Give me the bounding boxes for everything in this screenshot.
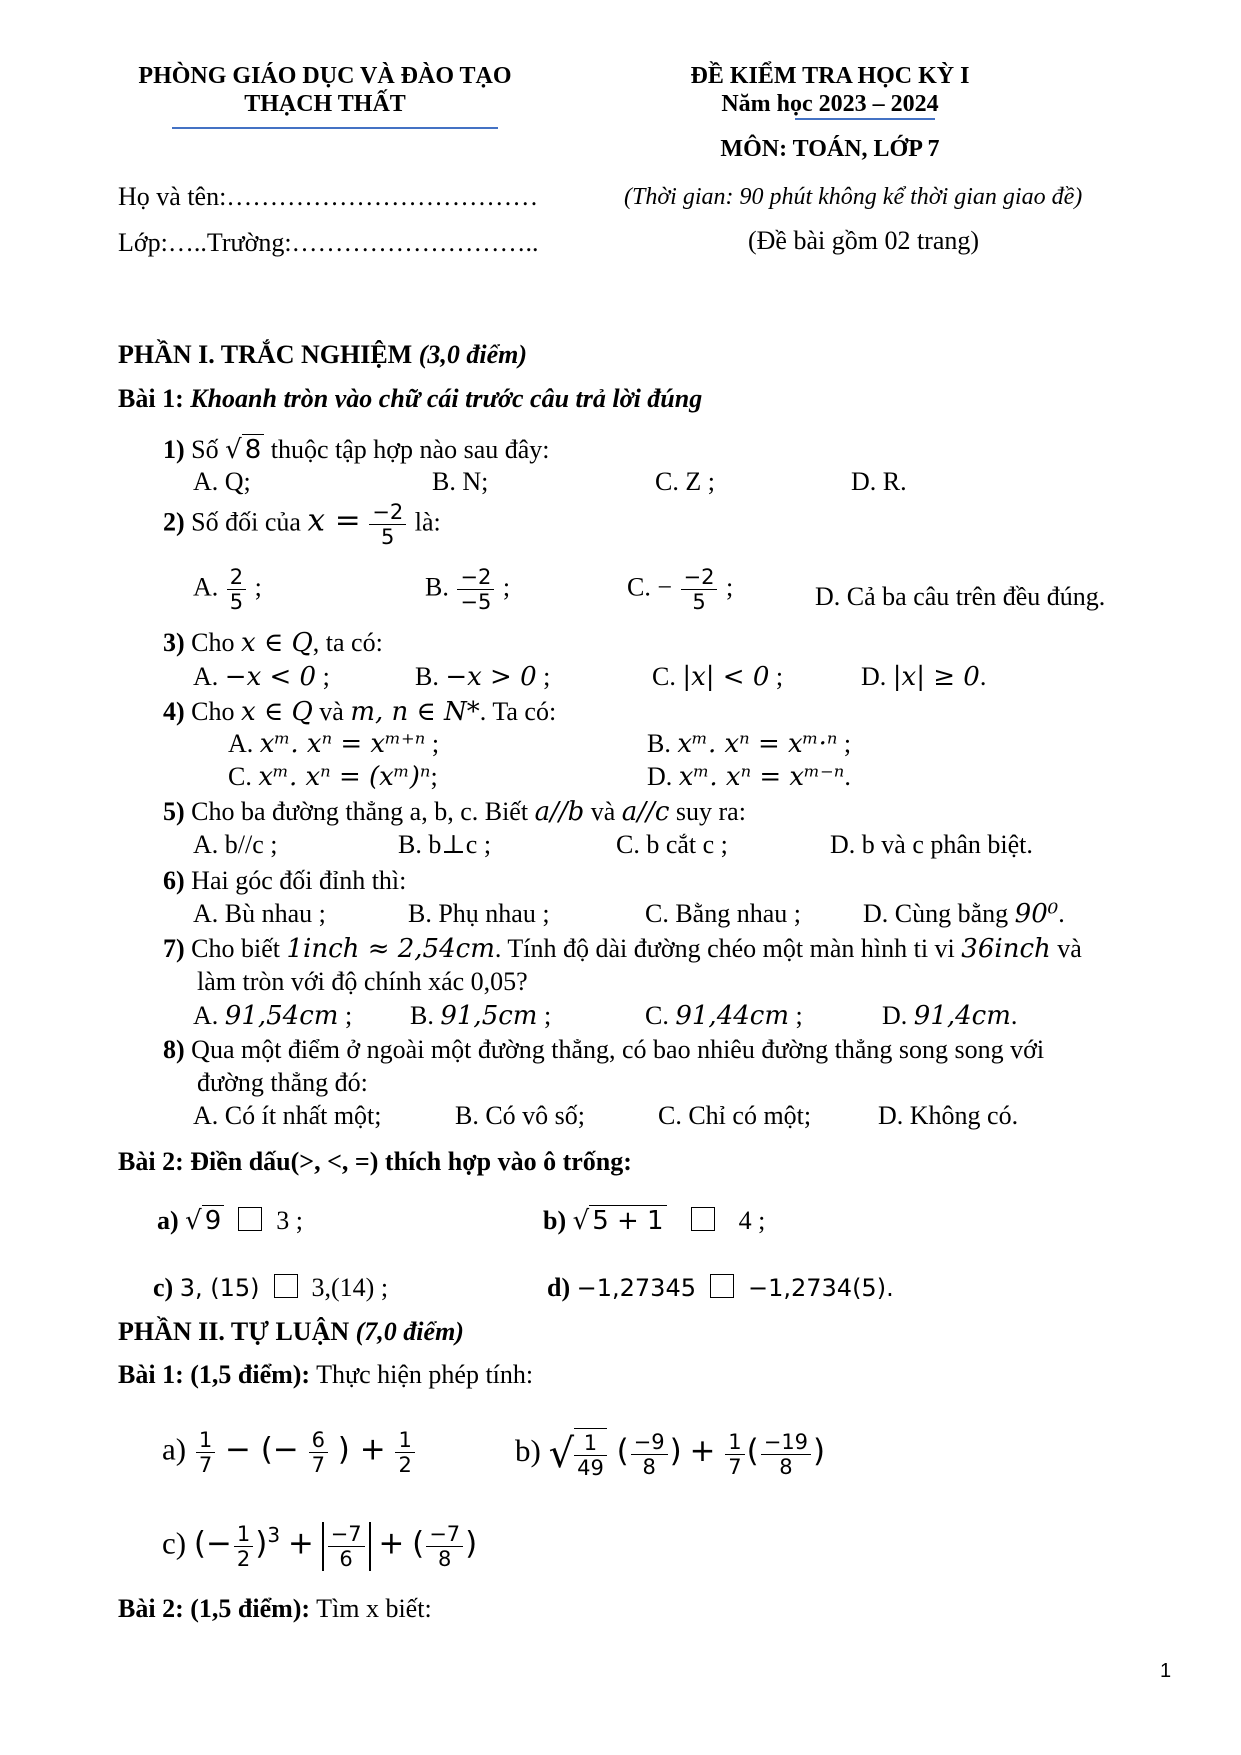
q5-t3: suy ra: xyxy=(675,797,746,826)
q1-radicand: 8 xyxy=(242,434,265,465)
q5-m1: a//b xyxy=(534,797,585,827)
q7-d-math: 91,4cm xyxy=(913,1001,1011,1031)
p2-bai1-label: Bài 1: (1,5 điểm): xyxy=(118,1360,311,1389)
part2-score: (7,0 điểm) xyxy=(355,1317,464,1346)
q8-option-b[interactable]: B. Có vô số; xyxy=(455,1101,586,1130)
q5-m2: a//c xyxy=(621,797,670,827)
q2-c-sep: ; xyxy=(725,572,734,602)
q7-line2: làm tròn với độ chính xác 0,05? xyxy=(197,967,528,996)
fill-b-label: b) xyxy=(543,1206,567,1235)
p2-bai2-heading xyxy=(118,1594,432,1624)
q2-a-num: 2 xyxy=(227,565,246,590)
q7-a-label: A. xyxy=(193,1001,219,1030)
expr-a xyxy=(162,1428,417,1477)
expr-c-f3n: −7 xyxy=(426,1522,463,1547)
fill-a-box[interactable] xyxy=(238,1207,262,1231)
q5-num: 5) xyxy=(163,797,185,826)
expr-c-paren2-close: ) xyxy=(465,1525,478,1562)
org-line-2: THẠCH THẤT xyxy=(244,91,406,117)
q5-t1: Cho ba đường thẳng a, b, c. Biết xyxy=(191,797,529,826)
q4-t2: và xyxy=(319,697,344,726)
p2-bai1-heading xyxy=(118,1360,533,1390)
q4-c-math: xᵐ. xⁿ = (xᵐ)ⁿ xyxy=(258,762,431,792)
expr-a-f1n: 1 xyxy=(196,1428,215,1453)
part2-title-text: PHẦN II. TỰ LUẬN xyxy=(118,1317,350,1346)
q3-math: x ∈ Q xyxy=(241,628,313,658)
q3-a-sep: ; xyxy=(322,662,330,691)
q5-option-a[interactable]: A. b//c ; xyxy=(193,830,278,859)
q1-option-a[interactable]: A. Q; xyxy=(193,467,251,496)
expr-b-rd: 49 xyxy=(577,1456,604,1480)
expr-b-radical-sign: √ xyxy=(548,1431,575,1477)
fill-a-sqrt: √ 9 xyxy=(185,1206,224,1236)
fill-a xyxy=(157,1206,303,1236)
q7-option-c[interactable] xyxy=(645,1001,803,1031)
q4-b-math: xᵐ. xⁿ = xᵐ·ⁿ xyxy=(677,729,838,759)
q7-a-sep: ; xyxy=(344,1001,353,1030)
name-field: Họ và tên:……………………………… xyxy=(118,182,539,211)
fill-a-radicand: 9 xyxy=(202,1205,225,1236)
q4-m1: x ∈ Q xyxy=(241,697,313,727)
expr-c-abs xyxy=(322,1522,371,1571)
expr-a-label: a) xyxy=(162,1431,187,1467)
q6-option-c[interactable]: C. Bằng nhau ; xyxy=(645,899,801,928)
fill-d xyxy=(547,1273,894,1303)
expr-c-f2n: −7 xyxy=(328,1522,365,1547)
expr-a-frac3 xyxy=(395,1428,414,1477)
q7-a-math: 91,54cm xyxy=(224,1001,339,1031)
expr-a-op2: ) + xyxy=(337,1431,386,1468)
fill-b xyxy=(543,1206,765,1236)
fill-c-right: 3,(14) ; xyxy=(311,1273,389,1302)
q2-option-d[interactable]: D. Cả ba câu trên đều đúng. xyxy=(815,582,1106,611)
q6-option-b[interactable]: B. Phụ nhau ; xyxy=(408,899,550,928)
q4-t1: Cho xyxy=(191,697,235,726)
q3-pre: Cho xyxy=(191,628,235,657)
class-field: Lớp:…..Trường:……………………….. xyxy=(118,228,539,257)
expr-c-plus2: + xyxy=(378,1525,405,1562)
q6-d-sep: . xyxy=(1058,899,1065,928)
q2-option-b[interactable] xyxy=(425,565,510,614)
q4-num: 4) xyxy=(163,697,185,726)
expr-c-frac1 xyxy=(234,1522,253,1571)
q2-a-label: A. xyxy=(193,572,219,602)
q7-b-math: 91,5cm xyxy=(440,1001,538,1031)
q6-d-math: 90⁰ xyxy=(1014,899,1059,929)
q1-option-d[interactable]: D. R. xyxy=(851,467,907,496)
part2-title xyxy=(118,1317,464,1347)
fill-c xyxy=(153,1273,388,1303)
q2-a-den: 5 xyxy=(229,590,244,614)
q5-option-d[interactable]: D. b và c phân biệt. xyxy=(830,830,1033,859)
subject: MÔN: TOÁN, LỚP 7 xyxy=(720,136,940,162)
expr-b-rn: 1 xyxy=(574,1431,607,1456)
header-underline xyxy=(172,127,498,129)
bai1-instruction: Khoanh tròn vào chữ cái trước câu trả lời đúng xyxy=(190,384,703,413)
expr-a-f2d: 7 xyxy=(311,1453,325,1477)
bai1-label: Bài 1: xyxy=(118,384,184,413)
expr-a-f3d: 2 xyxy=(398,1453,412,1477)
q3-a-label: A. xyxy=(193,662,219,691)
q7-t3: và xyxy=(1057,934,1082,963)
q7-t1: Cho biết xyxy=(191,934,281,963)
q2-fraction-den: 5 xyxy=(381,525,395,549)
expr-c-exponent: 3 xyxy=(267,1523,281,1547)
q2-c-num: −2 xyxy=(681,565,718,590)
expr-b-paren-close: ) xyxy=(669,1433,682,1470)
page-number: 1 xyxy=(1160,1660,1172,1682)
q2-option-c[interactable] xyxy=(627,565,733,614)
expr-b-paren2-open: ( xyxy=(746,1433,759,1470)
fill-b-box[interactable] xyxy=(691,1207,715,1231)
q8-num: 8) xyxy=(163,1035,185,1064)
expr-b-f1n: −9 xyxy=(631,1430,668,1455)
q4-a-sep: ; xyxy=(431,729,440,758)
q4-a-label: A. xyxy=(228,729,254,758)
q3-d-sep: . xyxy=(979,662,987,691)
expr-c-f1d: 2 xyxy=(236,1546,251,1571)
q6-stem xyxy=(163,866,406,896)
q3-c-label: C. xyxy=(652,662,676,691)
q4-d-sep: . xyxy=(844,762,851,791)
expr-b-paren2-close: ) xyxy=(813,1433,826,1470)
expr-a-f2n: 6 xyxy=(309,1428,328,1453)
expr-c-label: c) xyxy=(162,1525,187,1561)
expr-b-paren-open: ( xyxy=(616,1433,629,1470)
p2-bai2-text: Tìm x biết: xyxy=(316,1594,432,1623)
q2-b-num: −2 xyxy=(457,565,494,590)
fill-a-label: a) xyxy=(157,1206,179,1235)
expr-c-f2d: 6 xyxy=(339,1546,353,1571)
expr-b-f1d: 8 xyxy=(642,1454,656,1479)
fill-b-sqrt: √ 5 + 1 xyxy=(573,1206,667,1236)
q2-c-label: C. − xyxy=(627,572,673,602)
q4-b-sep: ; xyxy=(843,729,852,758)
q7-b-label: B. xyxy=(410,1001,434,1030)
q7-t2: . Tính độ dài đường chéo một màn hình ti vi xyxy=(494,934,955,963)
fill-c-label: c) xyxy=(153,1273,174,1302)
expr-b-label: b) xyxy=(515,1433,541,1469)
time-note: (Thời gian: 90 phút không kể thời gian giao đề) xyxy=(624,184,1083,210)
q4-option-c[interactable] xyxy=(228,762,438,792)
q2-b-den: −5 xyxy=(460,590,492,614)
q8-line2: đường thẳng đó: xyxy=(197,1068,368,1097)
q4-c-label: C. xyxy=(228,762,252,791)
expr-c-paren2-open: ( xyxy=(412,1525,425,1562)
expr-a-frac2 xyxy=(309,1428,328,1477)
org-line-1: PHÒNG GIÁO DỤC VÀ ĐÀO TẠO xyxy=(138,63,512,89)
q3-c-sep: ; xyxy=(775,662,784,691)
expr-b-op: + xyxy=(689,1433,716,1470)
q7-c-sep: ; xyxy=(795,1001,803,1030)
expr-b-frac3 xyxy=(761,1430,811,1479)
q8-option-d[interactable]: D. Không có. xyxy=(878,1101,1019,1130)
q6-d-text: D. Cùng bằng xyxy=(863,899,1009,928)
q2-b-label: B. xyxy=(425,572,449,602)
pages-note: (Đề bài gồm 02 trang) xyxy=(748,226,980,255)
expr-b-f2d: 7 xyxy=(728,1454,742,1479)
q6-num: 6) xyxy=(163,866,185,895)
fill-b-right: 4 ; xyxy=(738,1206,766,1235)
fill-d-box[interactable] xyxy=(710,1274,734,1298)
year-underline xyxy=(795,118,935,120)
expr-c-frac3 xyxy=(426,1522,463,1571)
q2-var: x = xyxy=(307,502,361,539)
q6-option-a[interactable]: A. Bù nhau ; xyxy=(193,899,326,928)
q1-option-c[interactable]: C. Z ; xyxy=(655,467,715,496)
q4-m2: m, n ∈ N* xyxy=(350,697,480,727)
q2-a-fraction xyxy=(227,565,246,614)
q7-num: 7) xyxy=(163,934,185,963)
bai1-heading xyxy=(118,384,702,414)
q2-b-fraction xyxy=(457,565,494,614)
expr-c-f1n: 1 xyxy=(234,1522,253,1547)
q2-c-den: 5 xyxy=(692,590,706,614)
expr-b-f2n: 1 xyxy=(725,1430,744,1455)
q2-post: là: xyxy=(414,507,441,537)
q2-stem xyxy=(163,500,441,549)
q8-stem xyxy=(163,1035,1044,1065)
q4-option-a[interactable] xyxy=(228,729,439,759)
q8-line1: Qua một điểm ở ngoài một đường thẳng, có bao nhiêu đường thẳng song song với xyxy=(191,1035,1045,1064)
expr-b-f3n: −19 xyxy=(761,1430,811,1455)
q3-d-math: |x| ≥ 0 xyxy=(892,662,980,692)
expr-a-op1: − (− xyxy=(224,1431,299,1468)
q7-stem xyxy=(163,934,1082,964)
fill-b-radicand: 5 + 1 xyxy=(589,1205,666,1236)
expr-c-paren-open: (− xyxy=(193,1525,232,1562)
p2-bai2-label: Bài 2: (1,5 điểm): xyxy=(118,1594,311,1623)
part1-score: (3,0 điểm) xyxy=(418,340,528,369)
q7-option-a[interactable] xyxy=(193,1001,352,1031)
q8-option-c[interactable]: C. Chỉ có một; xyxy=(658,1101,812,1130)
q3-option-c[interactable] xyxy=(652,662,783,692)
expr-c xyxy=(162,1517,477,1571)
expr-b-radical xyxy=(574,1428,607,1480)
q3-stem xyxy=(163,628,383,658)
fill-c-left: 3, (15) xyxy=(179,1274,260,1302)
expr-b-f3d: 8 xyxy=(779,1454,793,1479)
q3-d-label: D. xyxy=(861,662,887,691)
q4-option-b[interactable] xyxy=(647,729,851,759)
expr-c-frac2 xyxy=(328,1522,365,1571)
q5-stem xyxy=(163,797,746,827)
q4-a-math: xᵐ. xⁿ = xᵐ⁺ⁿ xyxy=(259,729,426,759)
q2-option-a[interactable] xyxy=(193,565,262,614)
q7-b-sep: ; xyxy=(543,1001,552,1030)
q3-b-math: −x > 0 xyxy=(445,662,537,692)
q2-c-fraction xyxy=(681,565,718,614)
expr-a-f3n: 1 xyxy=(395,1428,414,1453)
q5-option-c[interactable]: C. b cắt c ; xyxy=(616,830,728,859)
expr-a-frac1 xyxy=(196,1428,215,1477)
q3-b-sep: ; xyxy=(543,662,551,691)
q1-num: 1) xyxy=(163,435,185,464)
expr-a-f1d: 7 xyxy=(198,1453,213,1477)
fill-c-box[interactable] xyxy=(274,1274,298,1298)
q1-sqrt: √ 8 xyxy=(225,435,264,465)
q3-option-b[interactable] xyxy=(415,662,550,692)
q7-option-b[interactable] xyxy=(410,1001,551,1031)
q6-option-d[interactable] xyxy=(863,899,1065,929)
p2-bai1-text: Thực hiện phép tính: xyxy=(316,1360,534,1389)
exam-title: ĐỀ KIỂM TRA HỌC KỲ I xyxy=(690,63,970,89)
q3-c-math: |x| < 0 xyxy=(682,662,770,692)
q4-c-sep: ; xyxy=(430,762,438,791)
q3-num: 3) xyxy=(163,628,185,657)
bai2-title: Bài 2: Điền dấu(>, <, =) thích hợp vào ô trống: xyxy=(118,1147,632,1176)
part1-title xyxy=(118,340,527,370)
q4-option-d[interactable] xyxy=(647,762,851,792)
q4-t3: . Ta có: xyxy=(479,697,557,726)
q1-post: thuộc tập hợp nào sau đây: xyxy=(270,435,550,464)
expr-c-plus1: + xyxy=(287,1525,314,1562)
q2-b-sep: ; xyxy=(502,572,511,602)
q7-d-sep: . xyxy=(1010,1001,1018,1030)
expr-b xyxy=(515,1428,825,1480)
q3-b-label: B. xyxy=(415,662,439,691)
part1-title-text: PHẦN I. TRẮC NGHIỆM xyxy=(118,340,413,369)
q2-fraction xyxy=(369,500,406,549)
q2-num: 2) xyxy=(163,507,185,537)
q7-c-math: 91,44cm xyxy=(675,1001,789,1031)
school-year: Năm học 2023 – 2024 xyxy=(721,91,939,117)
q1-stem xyxy=(163,435,550,465)
q8-option-a[interactable]: A. Có ít nhất một; xyxy=(193,1101,382,1130)
q7-c-label: C. xyxy=(645,1001,669,1030)
q7-m2: 36inch xyxy=(961,934,1051,964)
fill-d-right: −1,2734(5). xyxy=(747,1274,894,1302)
q1-option-b[interactable]: B. N; xyxy=(432,467,489,496)
q3-a-math: −x < 0 xyxy=(224,662,317,692)
q7-option-d[interactable] xyxy=(882,1001,1017,1031)
q2-fraction-num: −2 xyxy=(369,500,406,525)
q1-pre: Số xyxy=(191,435,219,464)
q7-d-label: D. xyxy=(882,1001,908,1030)
expr-c-f3d: 8 xyxy=(437,1546,452,1571)
expr-c-paren-close: ) xyxy=(255,1525,268,1562)
fill-d-left: −1,27345 xyxy=(576,1274,696,1302)
q7-m1: 1inch ≈ 2,54cm xyxy=(286,934,495,964)
q2-a-sep: ; xyxy=(254,572,262,602)
fill-a-right: 3 ; xyxy=(276,1206,304,1235)
q4-b-label: B. xyxy=(647,729,671,758)
q6-text: Hai góc đối đỉnh thì: xyxy=(191,866,407,895)
expr-b-frac2 xyxy=(725,1430,744,1479)
q4-stem xyxy=(163,697,556,727)
q2-pre: Số đối của xyxy=(191,507,301,537)
q4-d-label: D. xyxy=(647,762,673,791)
q5-option-b[interactable]: B. b⊥c ; xyxy=(398,830,492,859)
q3-option-d[interactable] xyxy=(861,662,986,692)
expr-b-frac1 xyxy=(631,1430,668,1479)
q3-option-a[interactable] xyxy=(193,662,330,692)
q3-post: , ta có: xyxy=(312,628,383,657)
q5-t2: và xyxy=(590,797,616,826)
q4-d-math: xᵐ. xⁿ = xᵐ⁻ⁿ xyxy=(678,762,845,792)
fill-d-label: d) xyxy=(547,1273,571,1302)
